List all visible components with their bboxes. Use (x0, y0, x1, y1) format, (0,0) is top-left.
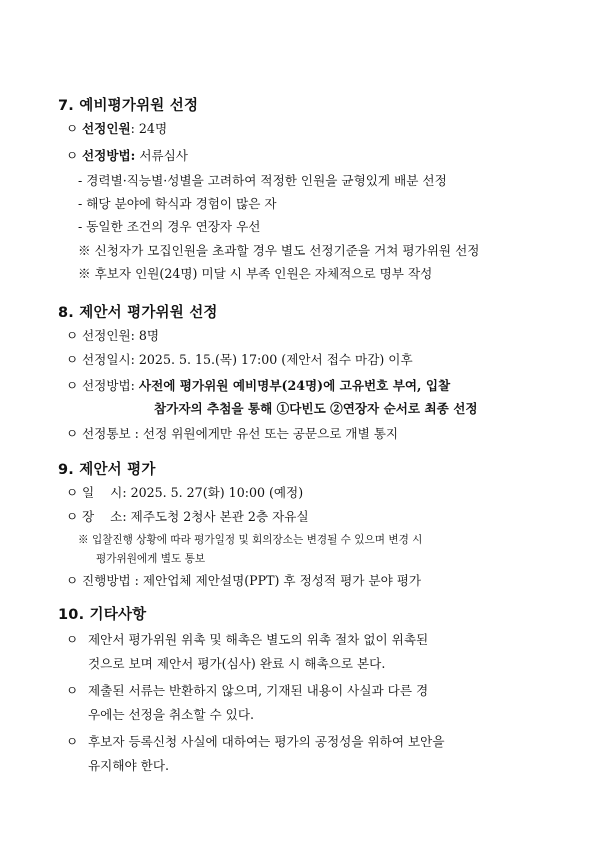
s7-item: - 동일한 조건의 경우 연장자 우선 (78, 219, 261, 234)
section-7-heading: 7. 예비평가위원 선정 (58, 98, 199, 114)
s8-notice-row (66, 426, 398, 442)
s8-date: 선정일시: 2025. 5. 15.(목) 17:00 (제안서 접수 마감) 이후 (82, 352, 413, 367)
s7-method-label: 선정방법: (82, 148, 136, 163)
s9-date: 일 시: 2025. 5. 27(화) 10:00 (예정) (82, 485, 304, 500)
s10-para-3-line-2: 유지해야 한다. (88, 758, 169, 773)
s10-para-1-line-1: 제안서 평가위원 위촉 및 해촉은 별도의 위촉 절차 없이 위촉된 (88, 632, 429, 647)
s10-para-3-line-1: 후보자 등록신청 사실에 대하여는 평가의 공정성을 위하여 보안을 (88, 734, 445, 749)
s10-para-1 (66, 632, 428, 648)
s7-count-row (66, 121, 167, 137)
s10-para-2-line-1: 제출된 서류는 반환하지 않으며, 기재된 내용이 사실과 다른 경 (88, 683, 429, 698)
s10-para-2 (66, 683, 428, 699)
s7-count-label: 선정인원 (82, 121, 131, 136)
s9-method: 진행방법 : 제안업체 제안설명(PPT) 후 정성적 평가 분야 평가 (82, 573, 422, 588)
section-9-heading: 9. 제안서 평가 (58, 462, 156, 478)
s7-item: - 해당 분야에 학식과 경험이 많은 자 (78, 196, 277, 211)
s7-item: - 경력별·직능별·성별을 고려하여 적정한 인원을 균형있게 배분 선정 (78, 173, 447, 188)
s7-note: ※ 후보자 인원(24명) 미달 시 부족 인원은 자체적으로 명부 작성 (78, 266, 433, 281)
s8-count: 선정인원: 8명 (82, 328, 160, 343)
bullet-icon: ㅇ (66, 352, 79, 367)
bullet-icon: ㅇ (66, 734, 79, 749)
bullet-icon: ㅇ (66, 485, 79, 500)
bullet-icon: ㅇ (66, 148, 79, 163)
s7-method-row (66, 148, 188, 164)
s9-place: 장 소: 제주도청 2청사 본관 2층 자유실 (82, 509, 309, 524)
bullet-icon: ㅇ (66, 632, 79, 647)
s7-note: ※ 신청자가 모집인원을 초과할 경우 별도 선정기준을 거쳐 평가위원 선정 (78, 243, 480, 258)
bullet-icon: ㅇ (66, 683, 79, 698)
s9-place-row (66, 509, 309, 525)
bullet-icon: ㅇ (66, 378, 79, 393)
s8-method-bold-1: 사전에 평가위원 예비명부(24명)에 고유번호 부여, 입찰 (138, 378, 451, 393)
section-10-heading: 10. 기타사항 (58, 607, 147, 623)
s8-date-row (66, 352, 413, 368)
s9-note-1: ※ 입찰진행 상황에 따라 평가일정 및 회의장소는 변경될 수 있으며 변경 시 (78, 534, 423, 546)
s9-method-row (66, 573, 421, 589)
bullet-icon: ㅇ (66, 573, 79, 588)
s8-notice: 선정통보 : 선정 위원에게만 유선 또는 공문으로 개별 통지 (82, 426, 399, 441)
s7-count-value: : 24명 (130, 121, 168, 136)
bullet-icon: ㅇ (66, 509, 79, 524)
bullet-icon: ㅇ (66, 328, 79, 343)
s8-method-bold-2: 참가자의 추첨을 통해 ①다빈도 ②연장자 순서로 최종 선정 (154, 401, 478, 416)
s10-para-2-line-2: 우에는 선정을 취소할 수 있다. (88, 707, 255, 722)
s9-date-row (66, 485, 303, 501)
s8-method-prefix: 선정방법: (82, 378, 139, 393)
s7-method-value: 서류심사 (135, 148, 188, 163)
bullet-icon: ㅇ (66, 426, 79, 441)
s8-count-row (66, 328, 159, 344)
section-8-heading: 8. 제안서 평가위원 선정 (58, 305, 218, 321)
s9-note-2: 평가위원에게 별도 통보 (96, 553, 206, 565)
s8-method-row-2 (154, 401, 478, 417)
s10-para-1-line-2: 것으로 보며 제안서 평가(심사) 완료 시 해촉으로 본다. (88, 656, 386, 671)
s8-method-row (66, 378, 450, 394)
bullet-icon: ㅇ (66, 121, 79, 136)
s10-para-3 (66, 734, 445, 750)
